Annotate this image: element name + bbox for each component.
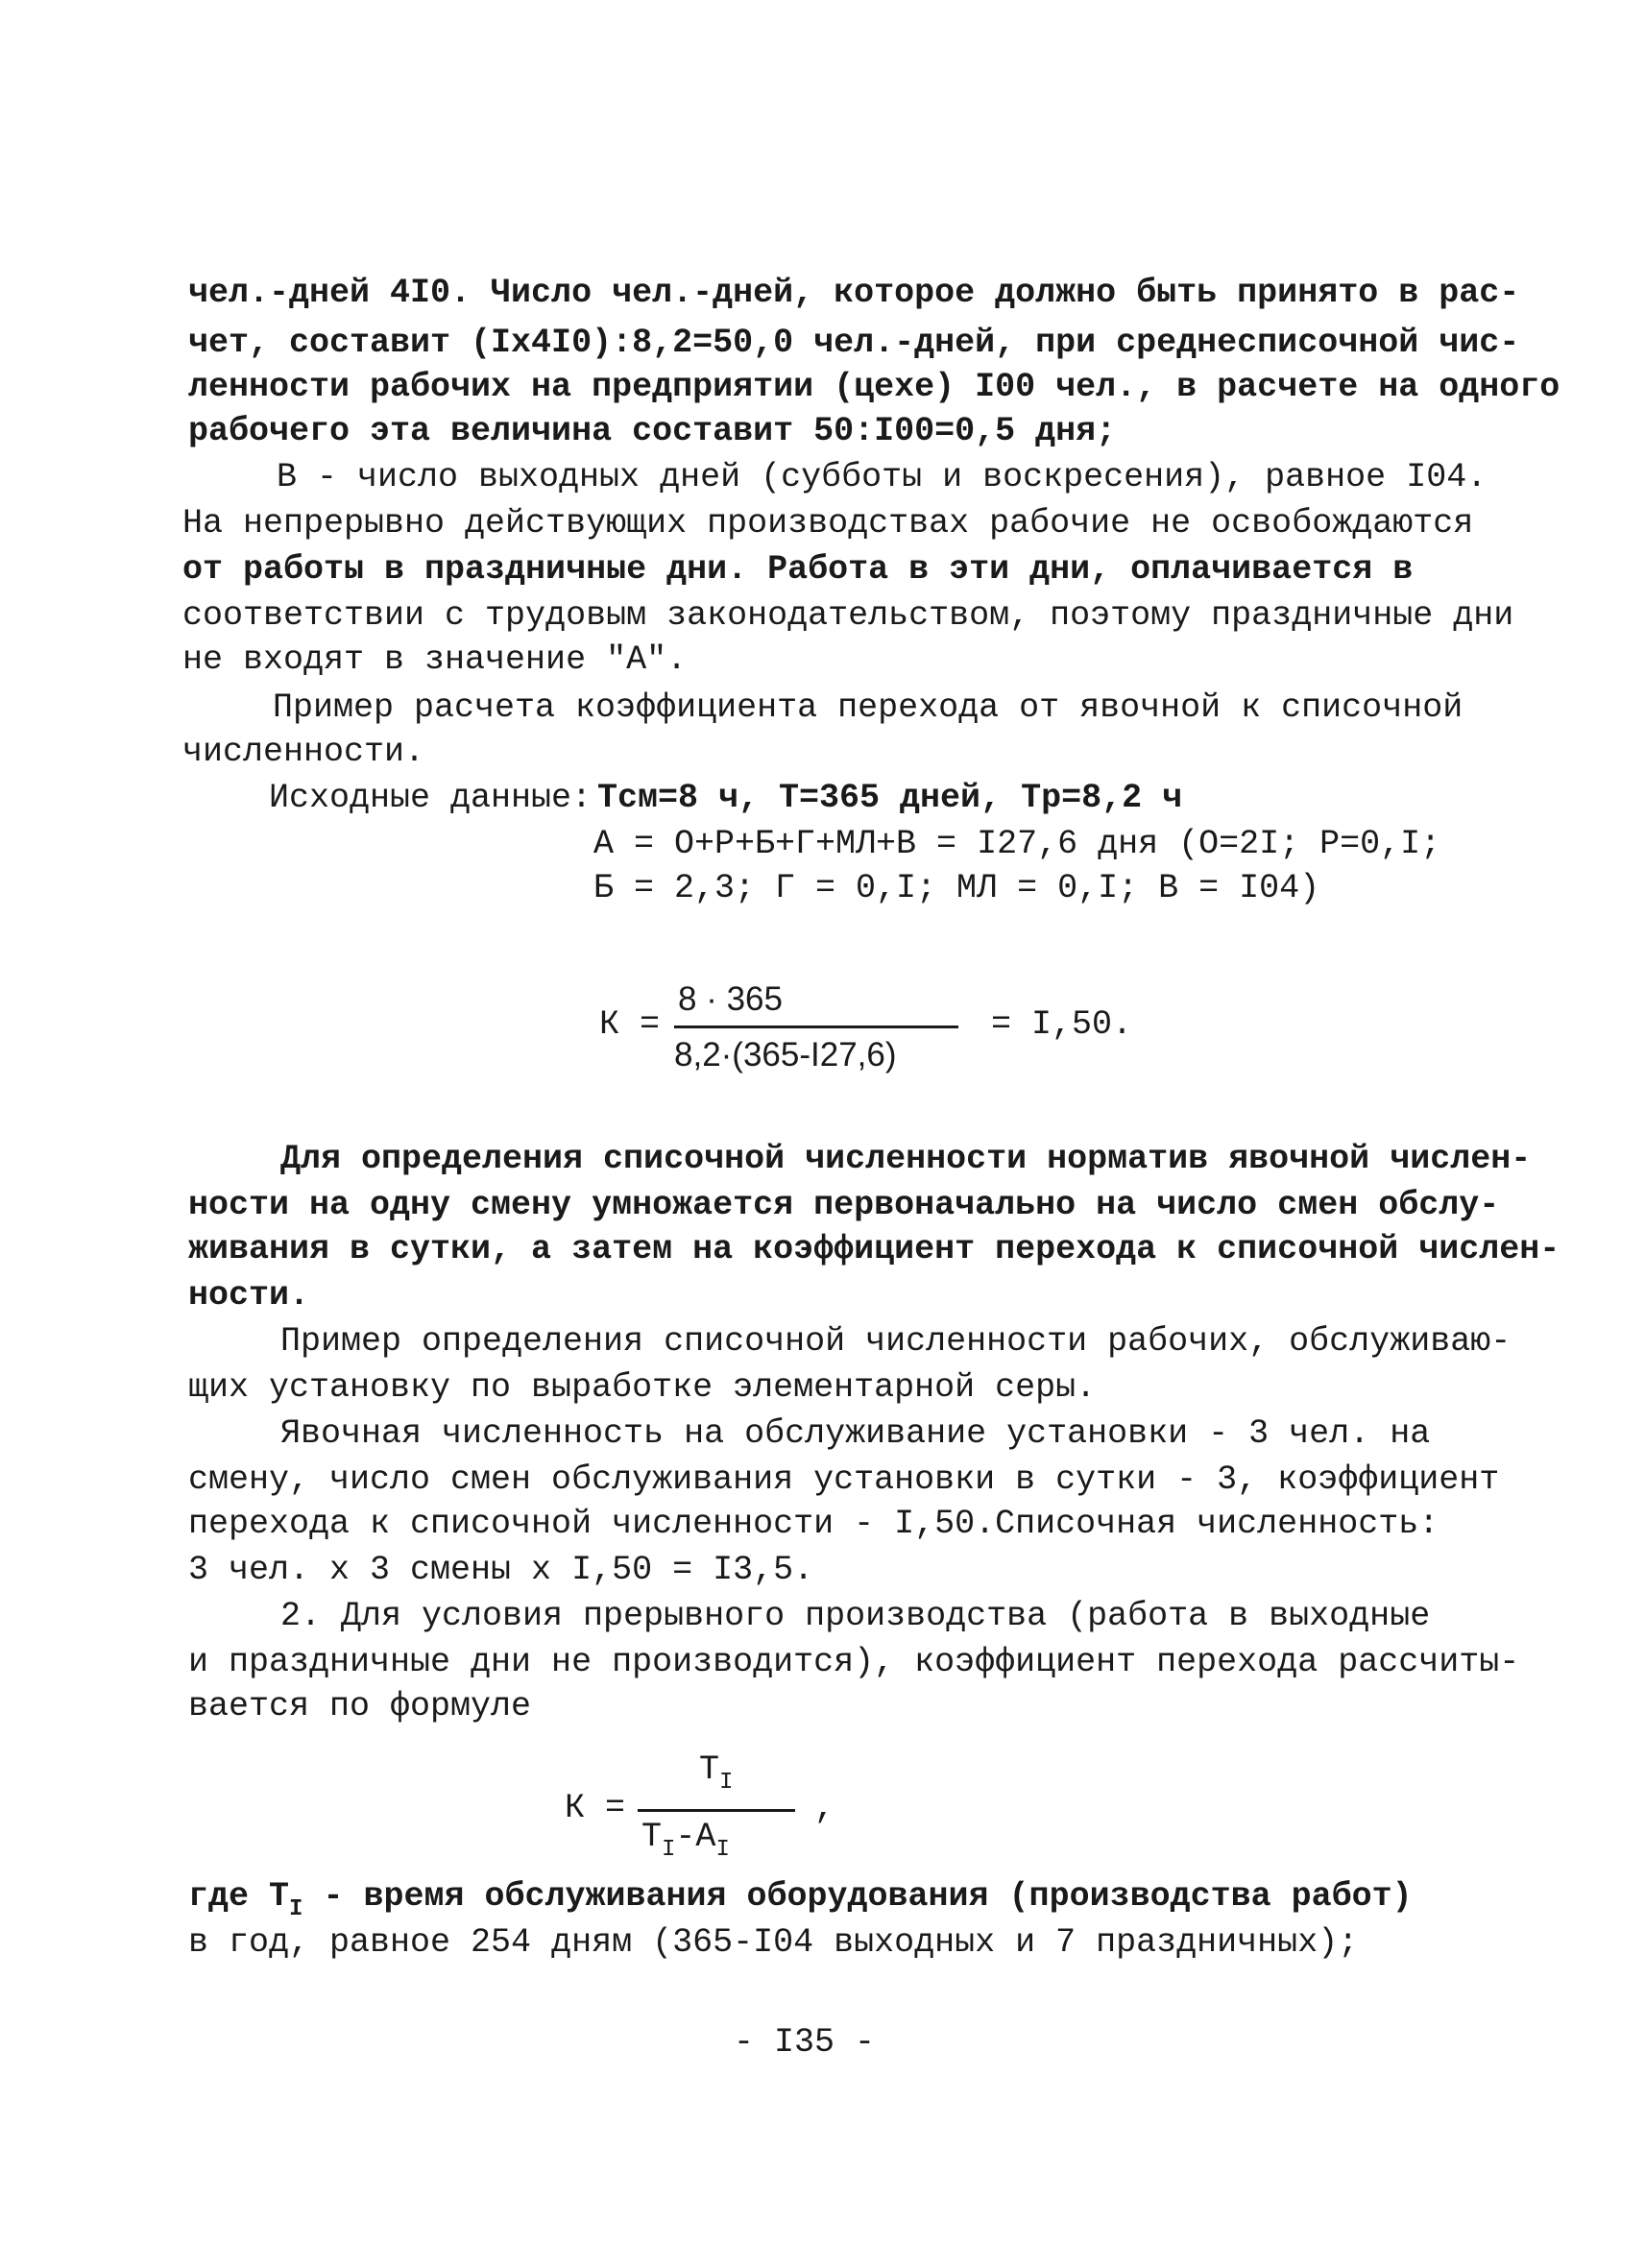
- formula-subscript: I: [662, 1837, 676, 1863]
- source-data-label: Исходные данные:: [269, 779, 593, 817]
- text-line: чел.-дней 4I0. Число чел.-дней, которое должно быть принято в рас-: [188, 274, 1520, 312]
- text-line: чет, составит (Iх4I0):8,2=50,0 чел.-дней, при среднесписочной чис-: [188, 324, 1520, 362]
- formula-subscript: I: [289, 1896, 303, 1922]
- source-data-params: Тсм=8 ч, Т=365 дней, Тр=8,2 ч: [597, 779, 1183, 817]
- text-line: ленности рабочих на предприятии (цехе) I00 чел., в расчете на одного: [188, 368, 1560, 406]
- formula-trail: ,: [814, 1789, 835, 1827]
- text-line: перехода к списочной численности - I,50.Списочная численность:: [188, 1505, 1439, 1543]
- formula-symbol: Т: [699, 1750, 720, 1789]
- text-line: ности.: [188, 1276, 310, 1315]
- text-line: 2. Для условия прерывного производства (работа в выходные: [280, 1597, 1431, 1635]
- formula-lhs: К =: [599, 1005, 661, 1044]
- formula-symbol: -А: [675, 1818, 716, 1856]
- formula-subscript: I: [715, 1837, 730, 1863]
- text-line: и праздничные дни не производится), коэффициент перехода рассчиты-: [188, 1643, 1520, 1681]
- page-number: - I35 -: [734, 2023, 876, 2062]
- text-line: рабочего эта величина составит 50:I00=0,5 дня;: [188, 412, 1117, 450]
- text-line: На непрерывно действующих производствах рабочие не освобождаются: [182, 504, 1474, 543]
- text-line: ности на одну смену умножается первоначально на число смен обслу-: [188, 1186, 1500, 1224]
- formula-denominator: 8,2·(365-I27,6): [674, 1036, 897, 1074]
- formula-result: = I,50.: [991, 1005, 1133, 1044]
- fraction-bar: [674, 1025, 958, 1028]
- text-line: не входят в значение "А".: [182, 640, 688, 679]
- text-line: живания в сутки, а затем на коэффициент перехода к списочной числен-: [188, 1230, 1560, 1268]
- fraction-bar: [638, 1809, 795, 1812]
- text-line: 3 чел. х 3 смены х I,50 = I3,5.: [188, 1551, 814, 1589]
- text-line: смену, число смен обслуживания установки в сутки - 3, коэффициент: [188, 1460, 1500, 1499]
- source-data-line: А = О+Р+Б+Г+МЛ+В = I27,6 дня (О=2I; Р=0,I;: [593, 825, 1441, 863]
- definition-line: [188, 1874, 1413, 1922]
- text-line: щих установку по выработке элементарной серы.: [188, 1368, 1097, 1407]
- text-line: вается по формуле: [188, 1687, 532, 1725]
- text-line: Пример определения списочной численности рабочих, обслуживаю-: [280, 1322, 1512, 1361]
- source-data-line: Б = 2,3; Г = 0,I; МЛ = 0,I; В = I04): [593, 869, 1320, 907]
- formula-denominator: [641, 1815, 730, 1863]
- text-line: численности.: [182, 733, 425, 771]
- formula-symbol: Т: [641, 1818, 663, 1856]
- text-line: от работы в праздничные дни. Работа в эти дни, оплачивается в: [182, 550, 1414, 589]
- definition-line: в год, равное 254 дням (365-I04 выходных и 7 праздничных);: [188, 1923, 1359, 1962]
- formula-numerator: 8 · 365: [678, 980, 783, 1018]
- text-line: Пример расчета коэффициента перехода от явочной к списочной: [273, 688, 1464, 727]
- formula-lhs: К =: [565, 1789, 626, 1827]
- text-line: соответствии с трудовым законодательством, поэтому праздничные дни: [182, 596, 1514, 635]
- text-line: Явочная численность на обслуживание установки - 3 чел. на: [280, 1414, 1431, 1453]
- definition-rest: - время обслуживания оборудования (производства работ): [302, 1877, 1413, 1916]
- formula-numerator: [699, 1748, 733, 1796]
- text-line: Для определения списочной численности норматив явочной числен-: [280, 1140, 1532, 1178]
- definition-start: где Т: [188, 1877, 290, 1916]
- formula-subscript: I: [719, 1770, 734, 1796]
- text-line: В - число выходных дней (субботы и воскресения), равное I04.: [277, 458, 1488, 496]
